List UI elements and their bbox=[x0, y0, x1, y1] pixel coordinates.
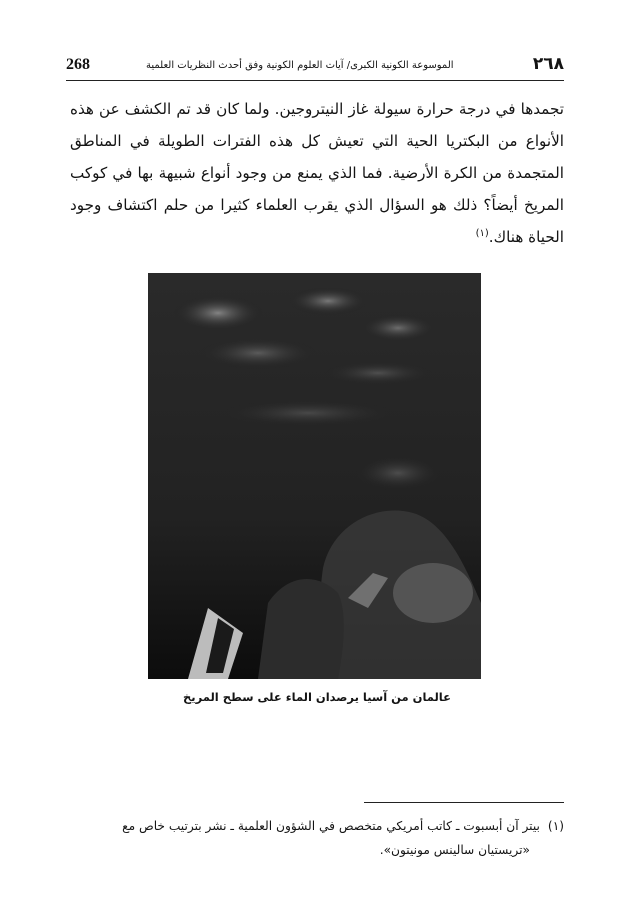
body-paragraph bbox=[70, 93, 564, 253]
footnote bbox=[60, 814, 564, 862]
footnote-line-1: بيتر آن أبسبوت ـ كاتب أمريكي متخصص في الشؤون العلمية ـ نشر بترتيب خاص مع bbox=[122, 819, 540, 833]
footnote-number: (١) bbox=[547, 819, 564, 833]
figure-caption: عالمان من آسيا يرصدان الماء على سطح المريخ bbox=[183, 690, 451, 704]
paragraph-text: تجمدها في درجة حرارة سيولة غاز النيتروجين. ولما كان قد تم الكشف عن هذه الأنواع من البكتريا الحية التي تعيش كل هذه الفترات الطويلة في المناطق المتجمدة من الكرة الأرضية. فما الذي يمنع من وجود أنواع شبيهة بها في كوكب المريخ أيضاً؟ ذلك هو السؤال الذي يقرب العلماء كثيرا من حلم اكتشاف وجود الحياة هناك. bbox=[70, 100, 564, 246]
running-title: الموسوعة الكونية الكبرى/ آيات العلوم الكونية وفق أحدث النظريات العلمية bbox=[146, 60, 454, 71]
page-number-arabic: ٢٦٨ bbox=[532, 54, 564, 74]
figure-photo bbox=[148, 273, 481, 679]
page-header bbox=[66, 54, 564, 81]
footnote-line-2: «تريستيان سالينس مونيتون». bbox=[379, 843, 530, 857]
footnote-reference: (١) bbox=[475, 227, 489, 239]
page-number-latin: 268 bbox=[66, 56, 90, 73]
footnote-divider bbox=[364, 802, 564, 803]
photo-image bbox=[148, 273, 481, 679]
